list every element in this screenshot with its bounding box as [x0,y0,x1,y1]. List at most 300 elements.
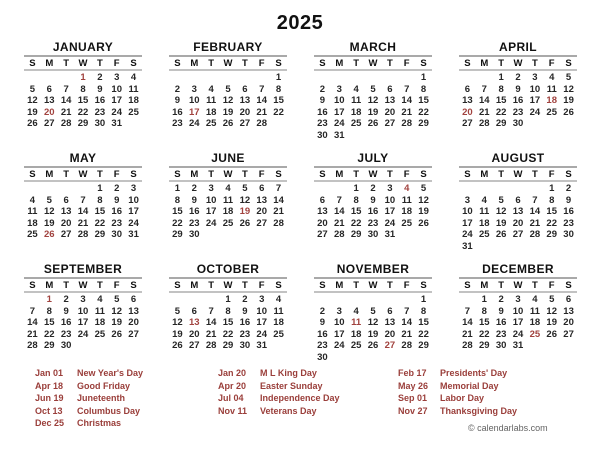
day-cell: 16 [367,206,379,217]
day-cell: 4 [225,183,231,194]
day-cell: 11 [351,95,362,106]
day-cell: 6 [191,305,197,317]
day-cell: 3 [191,83,197,95]
empty-cell [381,72,398,84]
weekday-label: F [258,280,265,291]
weekday-label: F [403,280,410,291]
day-cell: 18 [273,317,284,328]
day-cell: 3 [130,183,137,194]
day-cell: 3 [336,83,342,95]
holiday-name: Thanksgiving Day [440,405,518,416]
day-cell: 22 [273,106,284,118]
days-grid [169,71,287,130]
day-cell: 27 [43,118,55,129]
holiday-item [35,393,218,403]
day-cell: 5 [46,194,52,206]
month-december [459,262,577,363]
month-may [24,151,142,252]
day-cell: 6 [464,83,471,95]
day-cell: 27 [188,340,200,351]
day-cell: 8 [420,305,427,317]
day-cell: 18 [529,317,541,328]
day-cell: 17 [512,317,524,328]
weekday-label: T [241,169,248,180]
day-cell: 2 [515,72,521,83]
day-cell: 10 [512,305,524,317]
day-cell: 11 [94,305,105,317]
day-cell: 28 [529,229,541,240]
weekday-label: M [480,280,489,291]
day-cell: 7 [80,194,86,206]
day-cell: 10 [77,305,89,317]
day-cell: 14 [205,317,217,328]
day-cell: 3 [515,294,521,305]
day-cell: 26 [563,106,574,118]
day-cell: 28 [333,229,345,240]
day-cell: 25 [273,328,284,340]
weekday-label: S [420,169,427,180]
days-grid [314,182,432,241]
day-cell: 15 [43,317,55,328]
day-cell: 24 [333,340,345,351]
day-cell: 28 [77,229,89,240]
day-cell: 4 [97,294,103,305]
day-cell: 18 [205,106,217,118]
day-cell: 15 [172,206,183,217]
day-cell: 9 [565,194,572,206]
day-cell: 30 [367,229,379,240]
day-cell: 4 [481,194,487,206]
day-cell: 9 [63,305,69,317]
weekday-label: T [498,58,505,69]
day-cell: 23 [317,340,328,351]
day-cell: 3 [387,183,393,194]
day-cell: 12 [563,83,574,95]
weekday-label: S [29,280,36,291]
day-cell: 12 [43,206,55,217]
day-cell: 1 [174,183,181,194]
day-cell: 11 [273,305,284,317]
weekday-label: F [403,169,410,180]
day-cell: 9 [319,317,326,328]
weekday-label: S [565,58,572,69]
empty-cell [24,72,41,84]
day-cell: 23 [188,217,200,229]
day-cell: 27 [60,229,72,240]
day-cell: 1 [46,294,52,305]
day-cell: 4 [130,72,137,83]
weekday-label: S [319,280,326,291]
day-cell: 17 [128,206,139,217]
day-cell: 25 [350,118,362,129]
day-cell: 20 [239,106,251,118]
empty-cell [381,294,398,306]
day-cell: 15 [273,95,284,106]
empty-cell [476,72,493,84]
day-cell: 13 [239,95,251,106]
weekday-label: S [29,58,36,69]
empty-cell [398,294,415,306]
day-cell: 12 [111,305,122,317]
day-cell: 25 [128,106,139,118]
day-cell: 19 [43,217,55,229]
day-cell: 16 [317,328,328,340]
day-cell: 2 [370,183,376,194]
day-cell: 23 [512,106,524,118]
empty-cell [398,72,415,84]
day-cell: 7 [404,83,410,95]
days-grid [24,293,142,352]
day-cell: 16 [188,206,200,217]
day-cell: 5 [242,183,248,194]
day-cell: 17 [256,317,267,328]
day-cell: 19 [418,206,429,217]
holiday-item [35,381,218,391]
day-cell: 23 [563,217,574,229]
day-cell: 21 [401,328,412,340]
day-cell: 9 [97,83,103,95]
day-cell: 27 [128,328,139,340]
day-cell: 16 [239,317,251,328]
day-cell: 9 [174,95,181,106]
weekday-label: W [78,169,88,180]
weekday-header [314,168,432,182]
day-cell: 16 [317,106,328,118]
month-name: FEBRUARY [169,40,287,57]
day-cell: 22 [222,328,234,340]
day-cell: 1 [420,294,427,305]
month-march [314,40,432,141]
day-cell: 19 [367,106,379,118]
weekday-label: T [208,58,215,69]
day-cell: 29 [43,340,55,351]
day-cell: 20 [512,217,524,229]
day-cell: 10 [128,194,139,206]
day-cell: 1 [420,72,427,83]
day-cell: 3 [336,305,342,317]
day-cell: 6 [130,294,137,305]
weekday-header [459,279,577,293]
day-cell: 2 [97,72,103,83]
day-cell: 12 [367,317,379,328]
weekday-label: S [130,58,137,69]
day-cell: 27 [256,217,267,229]
day-cell: 11 [222,194,234,206]
empty-cell [203,294,220,306]
day-cell: 1 [225,294,231,305]
day-cell: 14 [401,95,412,106]
day-cell: 26 [43,229,55,240]
day-cell: 15 [418,95,429,106]
month-june [169,151,287,252]
day-cell: 17 [333,106,345,118]
day-cell: 8 [174,194,181,206]
day-cell: 13 [462,95,473,106]
day-cell: 29 [222,340,234,351]
day-cell: 28 [478,118,490,129]
holiday-date: Jul 04 [218,393,244,403]
holiday-date: Oct 13 [35,405,63,416]
weekday-label: F [258,169,265,180]
day-cell: 31 [384,229,396,240]
day-cell: 19 [239,206,251,217]
weekday-label: T [241,280,248,291]
day-cell: 13 [317,206,328,217]
day-cell: 7 [63,83,69,95]
day-cell: 8 [498,83,504,95]
day-cell: 24 [256,328,267,340]
day-cell: 25 [350,340,362,351]
weekday-label: F [258,58,265,69]
day-cell: 8 [46,305,52,317]
day-cell: 31 [512,340,524,351]
empty-cell [331,294,348,306]
empty-cell [58,183,75,195]
holiday-date: Jan 20 [218,368,247,378]
holiday-name: Labor Day [440,393,485,403]
day-cell: 26 [111,328,122,340]
day-cell: 2 [319,305,326,317]
empty-cell [331,72,348,84]
month-name: JULY [314,151,432,168]
day-cell: 19 [495,217,507,229]
day-cell: 24 [333,118,345,129]
day-cell: 20 [188,328,200,340]
empty-cell [348,72,365,84]
days-grid [459,293,577,352]
day-cell: 28 [462,340,473,351]
weekday-header [24,57,142,71]
weekday-label: S [420,58,427,69]
holiday-date: Sep 01 [398,393,428,403]
day-cell: 15 [546,206,557,217]
day-cell: 30 [60,340,72,351]
day-cell: 21 [77,217,89,229]
day-cell: 4 [353,305,359,317]
day-cell: 13 [60,206,72,217]
day-cell: 31 [333,129,345,141]
day-cell: 20 [563,317,574,328]
empty-cell [476,183,493,195]
weekday-label: M [335,169,344,180]
month-january [24,40,142,141]
weekday-label: S [275,58,282,69]
day-cell: 12 [27,95,38,106]
weekday-label: S [420,280,427,291]
days-grid [169,293,287,352]
weekday-label: T [63,58,70,69]
day-cell: 3 [464,194,471,206]
weekday-label: F [548,280,555,291]
weekday-label: W [513,169,523,180]
day-cell: 6 [259,183,265,194]
day-cell: 10 [462,206,473,217]
days-grid [314,293,432,363]
day-cell: 29 [418,118,429,129]
day-cell: 10 [333,317,345,328]
day-cell: 22 [478,328,490,340]
month-name: JUNE [169,151,287,168]
day-cell: 12 [367,95,379,106]
day-cell: 1 [353,183,359,194]
day-cell: 29 [172,229,183,240]
day-cell: 11 [128,83,139,95]
day-cell: 12 [418,194,429,206]
weekday-label: W [78,280,88,291]
empty-cell [220,72,237,84]
month-name: NOVEMBER [314,262,432,279]
day-cell: 14 [27,317,38,328]
day-cell: 24 [462,229,473,240]
day-cell: 28 [273,217,284,229]
day-cell: 22 [77,106,89,118]
weekday-header [314,279,432,293]
holiday-name: Good Friday [77,380,131,391]
day-cell: 25 [94,328,106,340]
days-grid [314,71,432,141]
day-cell: 21 [60,106,72,118]
holiday-item [398,381,600,391]
day-cell: 10 [205,194,217,206]
day-cell: 30 [317,129,328,141]
day-cell: 12 [239,194,251,206]
weekday-label: S [319,169,326,180]
day-cell: 14 [462,317,473,328]
weekday-label: M [335,58,344,69]
weekday-label: T [208,280,215,291]
day-cell: 28 [205,340,217,351]
day-cell: 18 [350,328,362,340]
weekday-label: T [63,280,70,291]
day-cell: 25 [478,229,490,240]
weekday-label: W [223,58,233,69]
day-cell: 15 [77,95,89,106]
day-cell: 18 [478,217,490,229]
weekday-label: S [174,169,181,180]
days-grid [24,71,142,130]
day-cell: 14 [273,194,284,206]
day-cell: 16 [111,206,122,217]
day-cell: 21 [401,106,412,118]
day-cell: 27 [384,340,396,351]
day-cell: 8 [353,194,359,206]
day-cell: 30 [317,351,328,363]
day-cell: 6 [63,194,69,206]
day-cell: 16 [495,317,507,328]
day-cell: 19 [111,317,122,328]
day-cell: 24 [111,106,122,118]
day-cell: 19 [563,95,574,106]
day-cell: 3 [259,294,265,305]
day-cell: 30 [495,340,507,351]
day-cell: 23 [239,328,251,340]
day-cell: 17 [111,95,122,106]
day-cell: 17 [333,328,345,340]
empty-cell [58,72,75,84]
day-cell: 26 [418,217,429,229]
day-cell: 23 [367,217,379,229]
day-cell: 25 [222,217,234,229]
day-cell: 19 [172,328,183,340]
day-cell: 4 [404,183,410,194]
day-cell: 5 [420,183,427,194]
day-cell: 3 [532,72,538,83]
weekday-label: T [531,58,538,69]
empty-cell [236,72,253,84]
day-cell: 17 [188,106,200,118]
empty-cell [459,183,476,195]
day-cell: 21 [478,106,490,118]
day-cell: 3 [208,183,214,194]
day-cell: 21 [27,328,38,340]
day-cell: 29 [94,229,106,240]
day-cell: 30 [111,229,122,240]
weekday-label: T [63,169,70,180]
weekday-label: W [368,169,378,180]
weekday-label: M [45,58,54,69]
month-july [314,151,432,252]
day-cell: 11 [351,317,362,328]
day-cell: 31 [256,340,267,351]
day-cell: 11 [479,206,490,217]
weekday-label: S [464,169,471,180]
day-cell: 1 [80,72,86,83]
weekday-header [24,279,142,293]
day-cell: 12 [222,95,234,106]
weekday-label: S [174,58,181,69]
day-cell: 9 [242,305,248,317]
day-cell: 6 [319,194,326,206]
day-cell: 21 [333,217,345,229]
day-cell: 23 [60,328,72,340]
day-cell: 7 [481,83,487,95]
empty-cell [41,183,58,195]
weekday-label: W [223,169,233,180]
day-cell: 23 [94,106,106,118]
holiday-date: Dec 25 [35,418,65,428]
day-cell: 19 [27,106,38,118]
day-cell: 17 [205,206,217,217]
day-cell: 14 [256,95,267,106]
empty-cell [24,183,41,195]
day-cell: 1 [549,183,555,194]
weekday-label: M [335,280,344,291]
days-grid [24,182,142,241]
day-cell: 25 [401,217,412,229]
day-cell: 29 [77,118,89,129]
day-cell: 30 [94,118,106,129]
day-cell: 9 [515,83,521,95]
day-cell: 26 [546,328,557,340]
weekday-header [169,57,287,71]
weekday-label: W [223,280,233,291]
holiday-item [398,406,600,416]
day-cell: 8 [549,194,555,206]
day-cell: 13 [256,194,267,206]
day-cell: 8 [225,305,231,317]
day-cell: 17 [529,95,541,106]
day-cell: 7 [275,183,282,194]
holiday-date: Nov 27 [398,405,428,416]
day-cell: 5 [565,72,572,83]
holiday-item [35,368,218,378]
day-cell: 18 [350,106,362,118]
day-cell: 25 [546,106,557,118]
day-cell: 20 [60,217,72,229]
weekday-header [169,279,287,293]
weekday-header [459,57,577,71]
weekday-label: F [113,169,120,180]
